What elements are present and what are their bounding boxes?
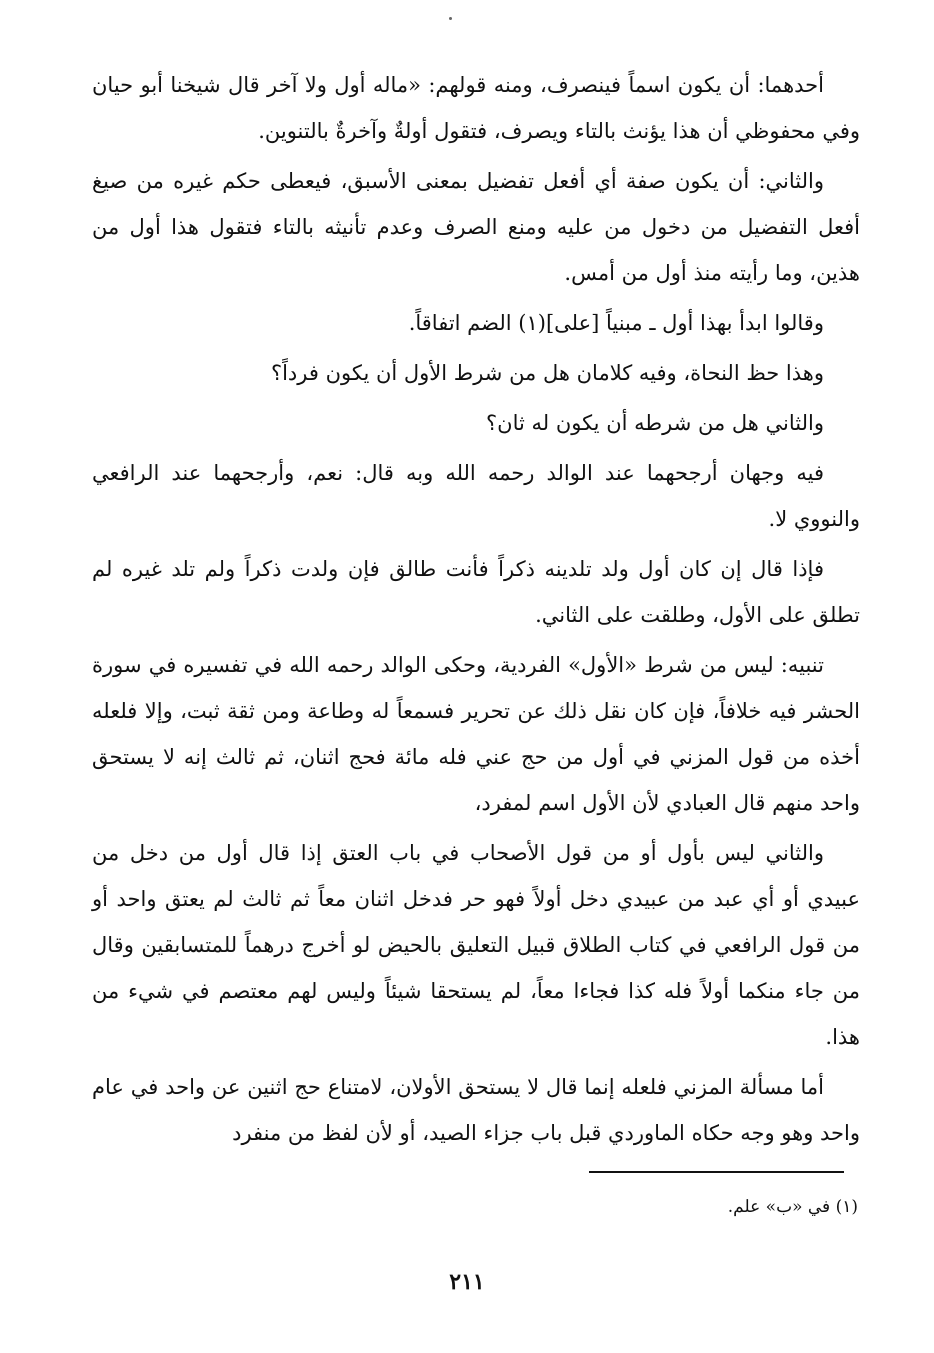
paragraph-muzani: أما مسألة المزني فلعله إنما قال لا يستحق الأولان، لامتناع حج اثنين عن واحد في عام واحد وهو وجه حكاه الماوردي قبل باب جزاء الصيد، أو لأن لفظ من منفرد (92, 1075, 860, 1145)
page-number: ٢١١ (449, 1269, 485, 1295)
paragraph-second-question: والثاني هل من شرطه أن يكون له ثان؟ (486, 411, 824, 435)
footnote: (١) في «ب» علم. (727, 1197, 858, 1217)
footnote-divider (589, 1171, 844, 1173)
paragraph-second-meaning: والثاني: أن يكون صفة أي أفعل تفضيل بمعنى الأسبق، فيعطى حكم غيره من صيغ أفعل التفضيل من دخول من عليه ومنع الصرف وعدم تأنيثه بالتاء فتقول هذا أول من هذين، وما رأيته منذ أول من أمس. (92, 169, 860, 285)
paragraph-first-meaning: أحدهما: أن يكون اسماً فينصرف، ومنه قولهم: «ماله أول ولا آخر قال شيخنا أبو حيان وفي محفوظي أن هذا يؤنث بالتاء ويصرف، فتقول أولةٌ وآخرةٌ بالتنوين. (92, 73, 860, 143)
paragraph-two-views: فيه وجهان أرجحهما عند الوالد رحمه الله وبه قال: نعم، وأرجحهما عند الرافعي والنووي لا. (92, 461, 860, 531)
scan-speck (449, 17, 452, 20)
paragraph-ibda-awwal: وقالوا ابدأ بهذا أول ـ مبنياً [على](١) الضم اتفاقاً. (408, 311, 824, 335)
paragraph-talaq-example: فإذا قال إن كان أول ولد تلدينه ذكراً فأنت طالق فإن ولدت ذكراً ولم تلد غيره لم تطلق على الأول، وطلقت على الثاني. (92, 557, 860, 627)
page-body (92, 62, 860, 1160)
paragraph-tanbih: تنبيه: ليس من شرط «الأول» الفردية، وحكى الوالد رحمه الله في تفسيره في سورة الحشر فيه خلافاً، فإن كان نقل ذلك عن تحرير فسمعاً له وطاعة ومن ثقة ثبت، وإلا فلعله أخذه من قول المزني في أول من حج عني فله مائة فحج اثنان، ثم ثالث إنه لا يستحق واحد منهم قال العبادي لأن الأول اسم لمفرد، (92, 653, 860, 815)
paragraph-nuhat: وهذا حظ النحاة، وفيه كلامان هل من شرط الأول أن يكون فرداً؟ (270, 361, 824, 385)
paragraph-itq: والثاني ليس بأول أو من قول الأصحاب في باب العتق إذا قال أول من دخل من عبيدي أو أي عبد من عبيدي دخل أولاً فهو حر فدخل اثنان معاً ثم ثالث لم يعتق واحد أو من قول الرافعي في كتاب الطلاق قبيل التعليق بالحيض لو أخرج درهماً للمتسابقين وقال من جاء منكما أولاً فله كذا فجاءا معاً، لم يستحقا شيئاً وليس لهم معتصم في شيء من هذا. (92, 841, 860, 1049)
